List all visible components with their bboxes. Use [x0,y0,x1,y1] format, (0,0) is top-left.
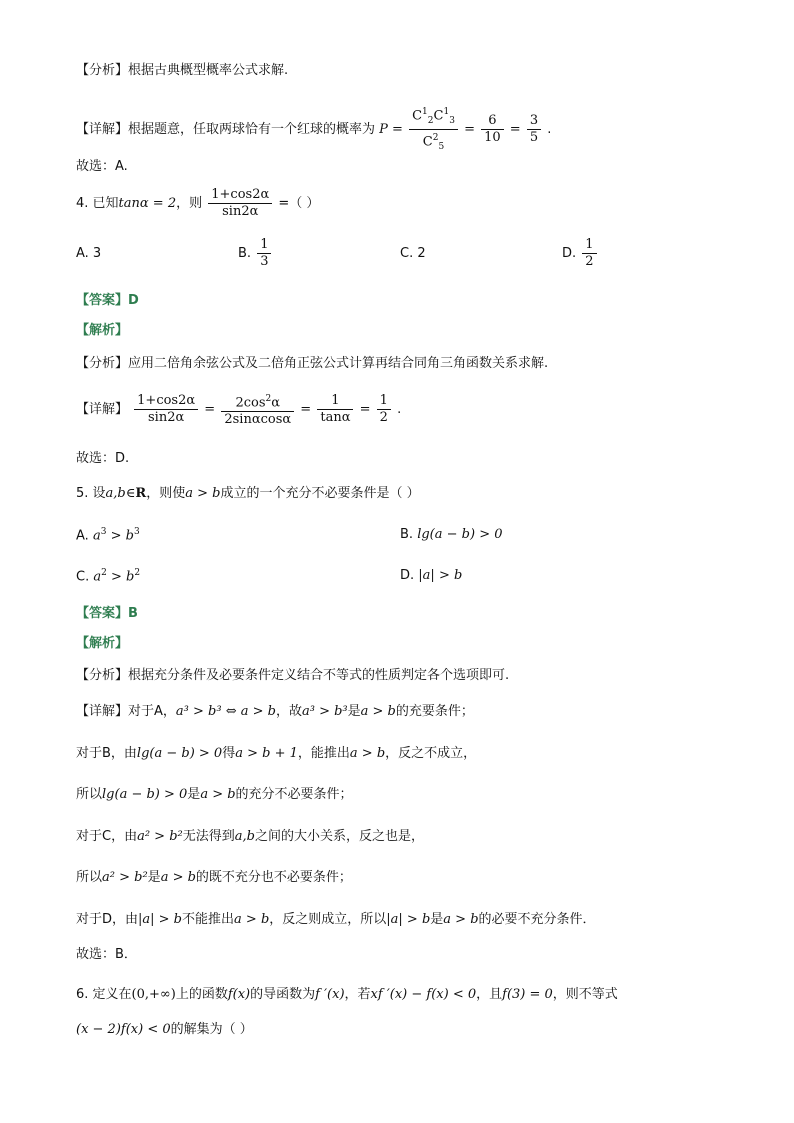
q5-l4-c: 之间的大小关系，反之也是， [254,829,424,844]
q5-option-a-base1: a [92,528,101,544]
q3-c1-sub: 2 [427,115,434,126]
q4-stem-cond: tanα = 2 [118,196,177,211]
q5-option-a-base2: b [125,528,134,544]
q3-c3-sub: 5 [438,141,445,152]
q3-c1-sup: 1 [422,107,428,117]
q5-option-d-text: |a| > b [418,568,463,583]
q3-c3-sup: 2 [432,132,439,143]
q4-detail-eq2: = [300,402,312,417]
q5-l2-m2: a > b + 1 [235,746,298,761]
q5-option-c-sup1: 2 [101,568,107,578]
q5-option-c-base1: a [93,569,102,585]
q5-l1-b: ，故 [275,704,302,719]
q5-l1-m1: a³ > b³ ⇔ a > b [175,704,276,719]
q4-detail-frac2-sup: 2 [265,393,272,404]
q5-detail-line1 [76,703,474,721]
q6-l2-a: 的解集为（ ） [170,1022,253,1037]
q5-option-c[interactable] [76,568,140,584]
q4-analysis: 【分析】应用二倍角余弦公式及二倍角正弦公式计算再结合同角三角函数关系求解. [76,356,549,371]
q5-choice: 故选：B． [76,947,137,962]
q5-option-a-sup2: 3 [133,527,140,537]
q4-detail-frac2-num-a: 2cos [235,395,266,411]
q5-l2-m1: lg(a − b) > 0 [136,746,223,761]
q4-stem-mid: ，则 [176,196,203,211]
q4-option-b-label: B. [238,246,252,261]
q6-l1-f: ，则不等式 [552,987,618,1002]
q5-option-b-text: lg(a − b) > 0 [417,527,503,542]
q5-l6-m4: a > b [443,912,479,927]
q5-l5-a: 所以 [76,870,103,885]
q5-l5-m2: a > b [160,870,196,885]
q5-l6-m1: |a| > b [138,912,183,927]
q4-option-d-den: 2 [585,254,594,269]
q5-option-a-rel: > [106,528,126,544]
q4-stem-frac [208,187,272,220]
q4-detail-frac1 [134,393,198,426]
q4-detail-frac4 [377,393,391,426]
q3-c1: C [412,108,423,124]
q3-formula-frac2 [481,113,504,146]
q5-l6-c: ，反之则成立，所以 [269,912,387,927]
q5-l6-m2: a > b [234,912,270,927]
q5-l2-d: ，反之不成立， [385,746,477,761]
q4-jiexi: 【解析】 [76,323,129,338]
q5-l3-c: 的充分不必要条件； [235,787,353,802]
q4-detail-frac1-num: 1+cos2α [134,393,198,410]
q4-stem [76,184,319,224]
q5-stem-ineq: a > b [185,486,221,501]
q5-option-d-label: D. [400,568,415,583]
q6-l1-c: 的导函数为 [250,987,316,1002]
q4-detail-frac3-den: tanα [320,410,351,425]
q6-stem-line2 [76,1021,253,1039]
q5-l4-a: 对于C，由 [76,829,138,844]
q5-option-a-label: A. [76,528,89,544]
q5-detail-line2 [76,745,476,763]
q5-option-b-label: B. [400,527,414,542]
q5-l6-d: 是 [430,912,444,927]
q6-l1-e: ，且 [476,987,503,1002]
q3-formula-eq2: = [464,121,480,137]
q5-stem-vars: a,b∈ [105,486,136,501]
q4-detail-frac4-num: 1 [377,393,391,410]
q5-l3-m1: lg(a − b) > 0 [102,787,188,802]
q5-l5-m1: a² > b² [102,870,148,885]
q5-option-b[interactable] [400,527,502,542]
q3-c2: C [433,108,444,124]
q4-stem-frac-den: sin2α [222,204,259,219]
q6-l1-m4: xf ′(x) − f(x) < 0 [370,987,477,1002]
q6-l1-m5: f(3) = 0 [502,987,553,1002]
q5-l4-m1: a² > b² [137,829,183,844]
q4-stem-frac-num: 1+cos2α [208,187,272,204]
q3-analysis: 【分析】根据古典概型概率公式求解. [76,63,289,78]
q4-detail-frac1-den: sin2α [148,410,185,425]
q3-formula-frac1 [409,104,458,155]
q5-analysis: 【分析】根据充分条件及必要条件定义结合不等式的性质判定各个选项即可. [76,668,510,683]
q4-detail-frac4-den: 2 [379,410,388,425]
q4-detail-end: . [397,402,402,417]
q4-detail-eq3: = [359,402,371,417]
q6-l1-m3: f ′(x) [315,987,345,1002]
q3-frac3-num: 3 [527,113,541,130]
q4-detail-label: 【详解】 [76,402,129,417]
q5-l5-b: 是 [147,870,161,885]
q5-l5-c: 的既不充分也不必要条件； [195,870,352,885]
q3-formula-eq3: = [509,121,525,137]
q5-stem-prefix: 5. 设 [76,486,106,501]
q5-option-a-sup1: 3 [100,527,107,537]
q5-l1-m3: a > b [360,704,396,719]
q4-detail [76,390,401,430]
q4-detail-frac3-num: 1 [317,393,353,410]
q3-c2-sub: 3 [449,115,455,126]
q4-option-d-frac [582,237,596,270]
q5-detail-line6 [76,911,596,929]
q3-formula-frac3 [527,113,541,146]
q5-option-c-base2: b [126,569,135,585]
q4-answer: 【答案】D [76,293,139,308]
q5-l3-a: 所以 [76,787,103,802]
q6-l1-b: 上的函数 [175,987,228,1002]
q5-l4-m2: a,b [234,829,255,844]
q4-detail-frac2-den: 2sinαcosα [224,412,292,428]
q5-stem-R: R [135,486,147,501]
q3-detail-text: 【详解】根据题意，任取两球恰有一个红球的概率为 [76,121,376,137]
q5-detail-line4 [76,828,424,846]
q3-c3: C [422,134,433,150]
q5-detail-line3 [76,786,353,804]
q5-option-c-rel: > [106,569,127,585]
q5-l4-b: 无法得到 [182,829,235,844]
q5-l3-m2: a > b [200,787,236,802]
q4-option-b-den: 3 [260,254,269,269]
q3-frac2-den: 10 [484,129,501,145]
q5-l1-d: 的充要条件； [395,704,474,719]
q3-detail [76,104,551,155]
q4-detail-eq1: = [204,402,216,417]
q3-formula-lhs: P [379,121,388,137]
q5-stem [76,485,420,503]
q4-option-d-label: D. [562,246,577,261]
q4-option-b[interactable] [238,234,273,274]
q5-l2-b: 得 [222,746,236,761]
q4-option-d[interactable] [562,234,599,274]
q5-l2-c: ，能推出 [297,746,350,761]
q6-l1-a: 6. 定义在 [76,987,132,1002]
q4-detail-frac2 [221,391,294,428]
q5-answer: 【答案】B [76,606,138,621]
q5-option-a[interactable] [76,527,140,543]
q5-l1-a: 【详解】对于A， [76,704,176,719]
q3-formula-end: . [547,121,552,137]
q5-l6-a: 对于D，由 [76,912,139,927]
q5-l1-m2: a³ > b³ [301,704,348,719]
q6-stem-line1 [76,986,618,1004]
q5-l2-a: 对于B，由 [76,746,137,761]
q4-option-b-num: 1 [257,237,271,254]
q4-option-b-frac [257,237,271,270]
q5-option-c-label: C. [76,569,90,585]
q5-jiexi: 【解析】 [76,636,129,651]
q5-stem-suffix: 成立的一个充分不必要条件是（ ） [220,486,420,501]
q6-l1-m1: (0,+∞) [131,987,176,1002]
q3-frac2-num: 6 [481,113,504,130]
q4-stem-prefix: 4. 已知 [76,196,119,211]
q3-frac3-den: 5 [529,129,539,145]
q5-l1-c: 是 [347,704,361,719]
q5-stem-mid: ，则使 [146,486,186,501]
q6-l1-m2: f(x) [227,987,251,1002]
q4-choice: 故选：D. [76,451,130,466]
q5-option-d[interactable] [400,568,462,583]
q5-l2-m3: a > b [349,746,386,761]
q6-l1-d: ，若 [344,987,371,1002]
q5-detail-line5 [76,869,352,887]
q5-l3-b: 是 [187,787,201,802]
q6-l2-m1: (x − 2)f(x) < 0 [76,1022,171,1037]
q4-detail-frac3 [317,393,353,426]
q4-stem-suffix: =（ ） [278,196,320,211]
q3-choice: 故选：A. [76,159,128,174]
q3-c2-sup: 1 [443,107,450,117]
q5-l6-b: 不能推出 [182,912,235,927]
q5-l6-e: 的必要不充分条件． [478,912,596,927]
q5-option-c-sup2: 2 [134,568,141,578]
q4-detail-frac2-num-b: α [271,395,281,411]
q5-l6-m3: |a| > b [386,912,431,927]
q4-option-d-num: 1 [582,237,596,254]
q4-option-a[interactable]: A. 3 [76,246,102,261]
q3-formula-eq1: = [392,121,408,137]
q4-option-c[interactable]: C. 2 [400,246,426,261]
